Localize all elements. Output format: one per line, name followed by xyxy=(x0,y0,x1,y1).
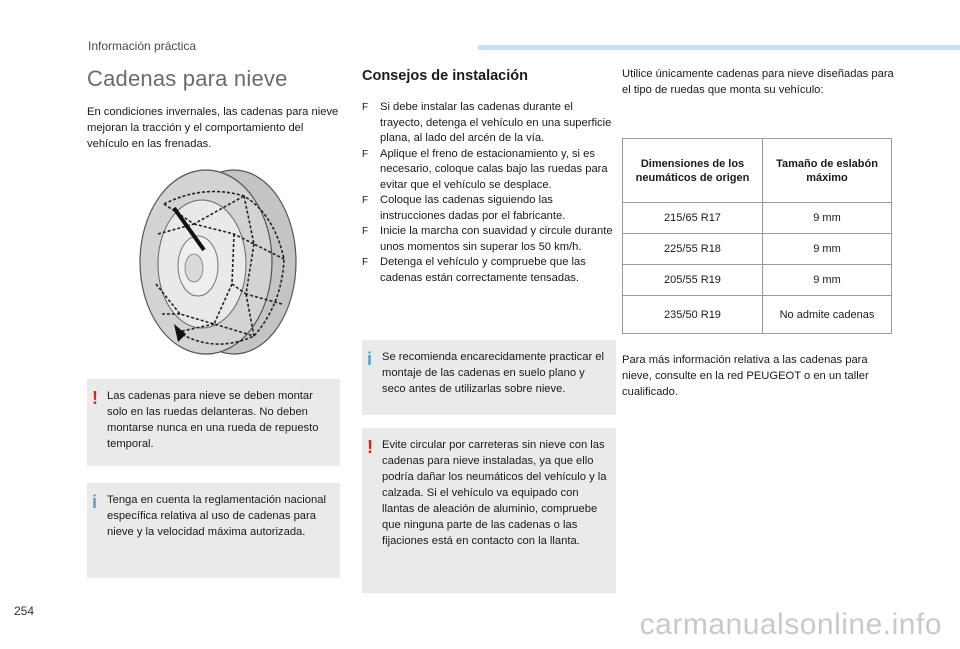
page-title: Cadenas para nieve xyxy=(87,66,288,91)
right-column xyxy=(622,66,894,98)
bullet-glyph: F xyxy=(362,102,369,113)
table-header-link-size: Tamaño de eslabón máximo xyxy=(763,139,892,203)
info-box-regulations xyxy=(87,483,340,578)
watermark-text: carmanualsonline.info xyxy=(639,608,942,641)
info-icon: i xyxy=(92,492,98,512)
list-item: F Si debe instalar las cadenas durante el trayecto, detenga el vehículo en una superficie plana, al lado del arcén de la vía. xyxy=(362,101,612,144)
table-row xyxy=(623,203,892,234)
bullet-glyph: F xyxy=(362,195,369,206)
table-cell: 9 mm xyxy=(763,265,892,296)
bullet-glyph: F xyxy=(362,257,369,268)
dealer-info-text: Para más información relativa a las cadenas para nieve, consulte en la red PEUGEOT o en un taller cualificado. xyxy=(622,354,869,398)
warning-box-no-snow xyxy=(362,428,616,593)
list-item: F Inicie la marcha con suavidad y circule durante unos momentos sin superar los 50 km/h. xyxy=(362,225,613,253)
list-item: F Detenga el vehículo y compruebe que las cadenas están correctamente tensadas. xyxy=(362,256,586,284)
table-cell: 205/55 R19 xyxy=(623,265,763,296)
bullet-glyph: F xyxy=(362,148,369,160)
header-accent-bar xyxy=(478,45,960,50)
intro-text: En condiciones invernales, las cadenas para nieve mejoran la tracción y el comportamiento del vehículo en las frenadas. xyxy=(87,106,339,150)
list-item: F Aplique el freno de estacionamiento y, si es necesario, coloque calas bajo las ruedas para evitar que el vehículo se desplace. xyxy=(362,147,608,191)
warning-exclamation-icon: ! xyxy=(92,388,98,408)
list-item: F Coloque las cadenas siguiendo las instrucciones dadas por el fabricante. xyxy=(362,194,566,222)
installation-steps-list xyxy=(362,100,616,286)
table-cell: 9 mm xyxy=(763,234,892,265)
section-title-installation: Consejos de instalación xyxy=(362,68,528,84)
page-number: 254 xyxy=(14,604,35,618)
table-cell: 235/50 R19 xyxy=(623,296,763,334)
table-row xyxy=(623,234,892,265)
table-cell: No admite cadenas xyxy=(763,296,892,334)
header-section-label: Información práctica xyxy=(88,39,197,53)
table-header-row xyxy=(623,139,892,203)
table-header-tire-dimensions: Dimensiones de los neumáticos de origen xyxy=(623,139,763,203)
chain-size-table xyxy=(622,138,892,334)
middle-column xyxy=(362,66,616,286)
info-icon: i xyxy=(367,349,373,369)
tire-with-snow-chain-icon xyxy=(134,164,304,360)
warning-box-front-wheels xyxy=(87,379,340,466)
table-row xyxy=(623,265,892,296)
info-text: Se recomienda encarecidamente practicar el montaje de las cadenas en suelo plano y seco antes de utilizarlas sobre nieve. xyxy=(382,351,605,395)
warning-exclamation-icon: ! xyxy=(367,437,373,457)
left-column xyxy=(87,66,340,152)
bullet-glyph: F xyxy=(362,226,369,237)
warning-text: Las cadenas para nieve se deben montar solo en las ruedas delanteras. No deben montarse nunca en una rueda de repuesto temporal. xyxy=(107,390,319,450)
table-cell: 215/65 R17 xyxy=(623,203,763,234)
table-row xyxy=(623,296,892,334)
table-cell: 9 mm xyxy=(763,203,892,234)
table-intro-text: Utilice únicamente cadenas para nieve diseñadas para el tipo de ruedas que monta su vehículo: xyxy=(622,68,894,96)
info-box-practice xyxy=(362,340,616,415)
info-text: Tenga en cuenta la reglamentación nacional específica relativa al uso de cadenas para nieve y la velocidad máxima autorizada. xyxy=(107,494,326,538)
warning-text: Evite circular por carreteras sin nieve con las cadenas para nieve instaladas, ya que ello podría dañar los neumáticos del vehículo y la calzada. Si el vehículo va equipado con llantas de aleación de aluminio, compruebe que ninguna parte de las cadenas o las fijaciones está en contacto con la llanta. xyxy=(382,439,607,547)
table-cell: 225/55 R18 xyxy=(623,234,763,265)
